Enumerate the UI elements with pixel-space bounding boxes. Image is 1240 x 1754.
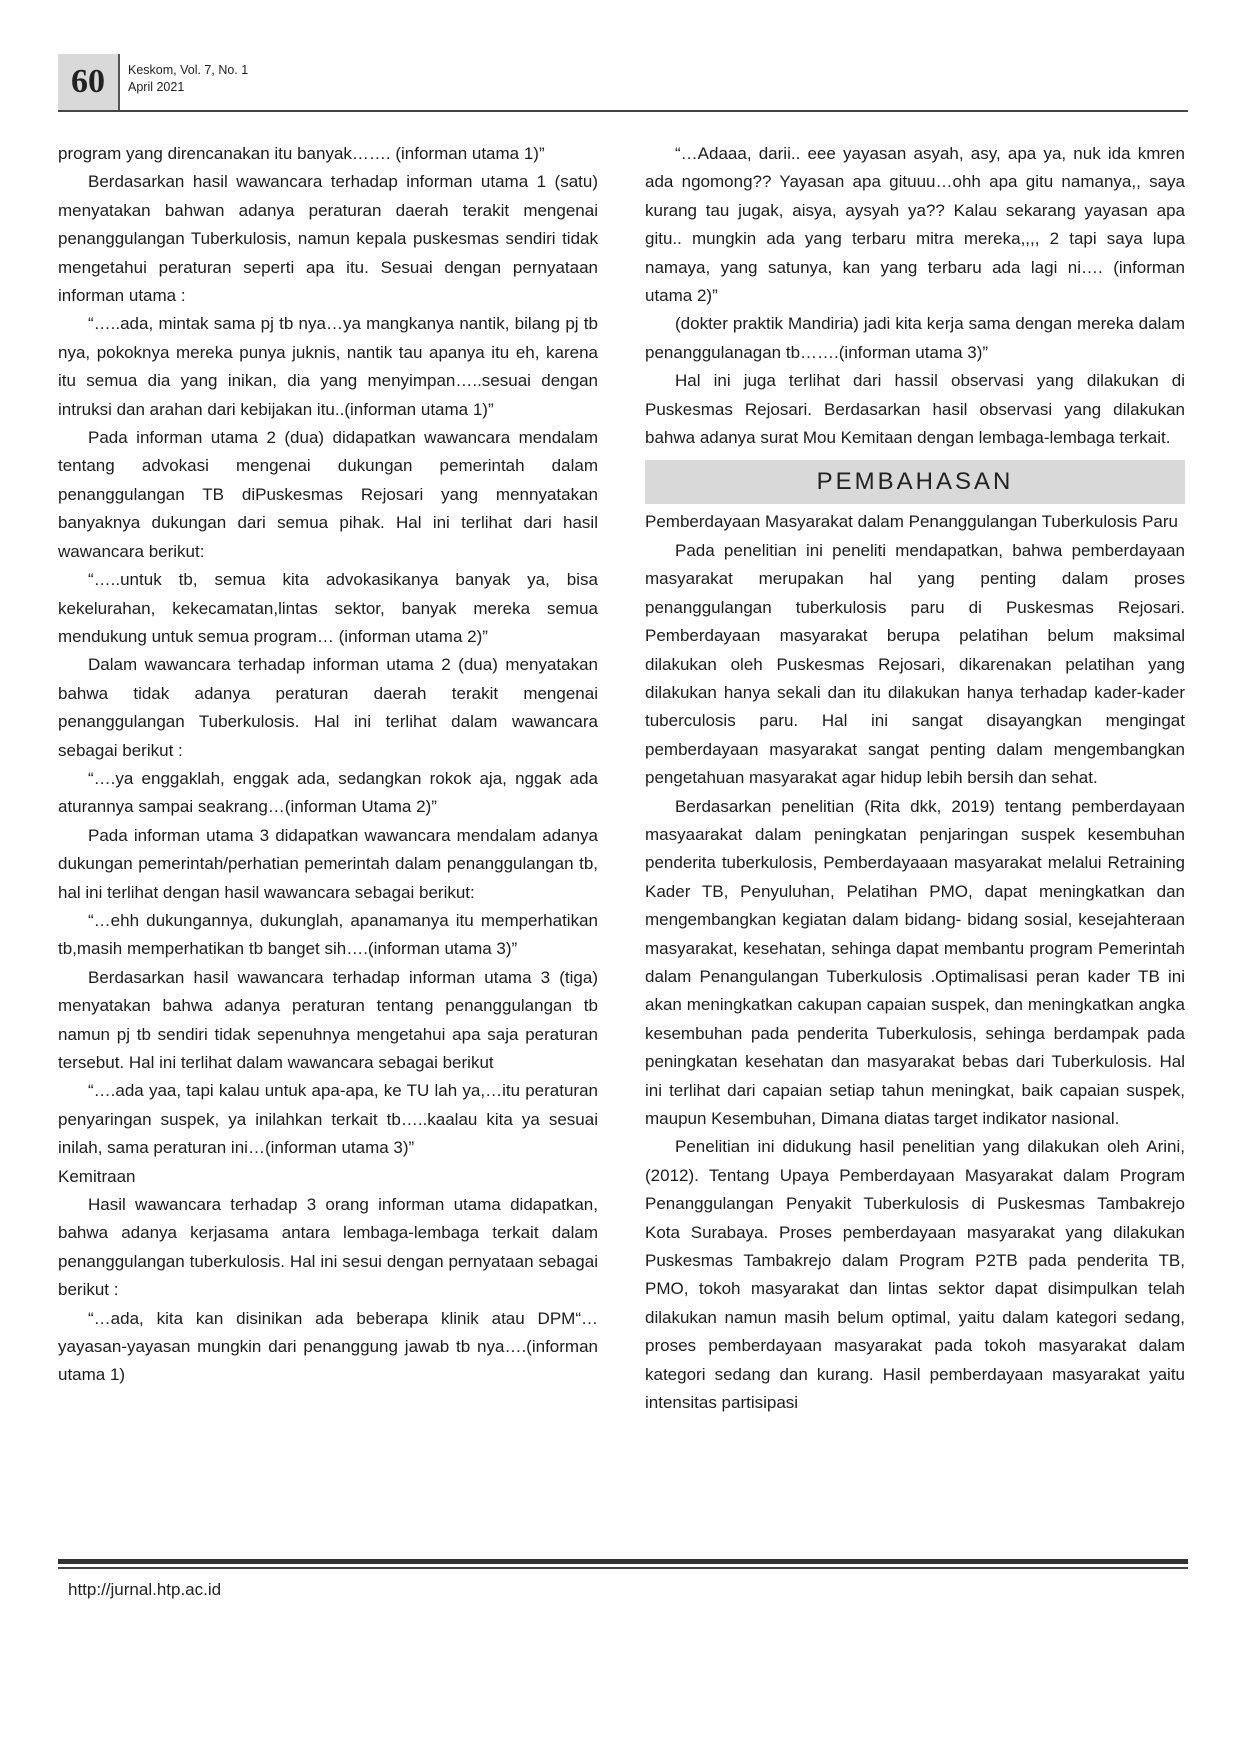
journal-info [128, 62, 248, 96]
right-column-top [645, 140, 1185, 452]
interview-quote: “…..ada, mintak sama pj tb nya…ya mangkanya nantik, bilang pj tb nya, pokoknya mereka punya juknis, nantik tau apanya itu eh, karena itu semua dia yang inikan, dia yang menyimpan…..sesuai dengan intruksi dan arahan dari kebijakan itu..(informan utama 1)” [58, 314, 598, 419]
interview-quote: “…ada, kita kan disinikan ada beberapa klinik atau DPM“…yayasan-yayasan mungkin dari penanggung jawab tb nya….(informan utama 1) [58, 1308, 598, 1385]
header-rule [58, 110, 1188, 112]
paragraph: Pada informan utama 2 (dua) didapatkan wawancara mendalam tentang advokasi mengenai dukungan pemerintah dalam penanggulangan TB diPuskesmas Rejosari yang mennyatakan banyaknya dukungan dari semua pihak. Hal ini terlihat dari hasil wawancara berikut: [58, 428, 598, 561]
paragraph: Hal ini juga terlihat dari hassil observasi yang dilakukan di Puskesmas Rejosari. Berdasarkan hasil observasi yang dilakukan bahwa adanya surat Mou Kemitaan dengan lembaga-lembaga terkait. [645, 371, 1185, 448]
header-divider [118, 54, 120, 110]
paragraph: Penelitian ini didukung hasil penelitian yang dilakukan oleh Arini, (2012). Tentang Upaya Pemberdayaan Masyarakat dalam Program Penanggulangan Penyakit Tuberkulosis di Puskesmas Tambakrejo Kota Surabaya. Proses pemberdayaan masyarakat yang dilakukan Puskesmas Tambakrejo dalam Program P2TB pada penderita TB, PMO, tokoh masyarakat dan lintas sektor dapat disimpulkan telah dilakukan namun masih belum optimal, yaitu dalam kategori sedang, proses pemberdayaan masyarakat pada tokoh masyarakat dalam kategori sedang dan kurang. Hasil pemberdayaan masyarakat yaitu intensitas partisipasi [645, 1137, 1185, 1413]
right-column-bottom [645, 508, 1185, 1417]
right-column [645, 140, 1185, 1417]
interview-quote: (dokter praktik Mandiria) jadi kita kerja sama dengan mereka dalam penanggulanagan tb…….(informan utama 3)” [645, 314, 1185, 362]
paragraph: Berdasarkan hasil wawancara terhadap informan utama 1 (satu) menyatakan bahwan adanya peraturan daerah terakit mengenai penanggulangan Tuberkulosis, namun kepala puskesmas sendiri tidak mengetahui peraturan seperti apa itu. Sesuai dengan pernyataan informan utama : [58, 172, 598, 306]
paragraph: Berdasarkan hasil wawancara terhadap informan utama 3 (tiga) menyatakan bahwa adanya peraturan tentang penanggulangan tb namun pj tb sendiri tidak sepenuhnya mengetahui apa saja peraturan tersebut. Hal ini terlihat dalam wawancara sebagai berikut [58, 967, 598, 1072]
interview-quote: “…..untuk tb, semua kita advokasikanya banyak ya, bisa kekelurahan, kekecamatan,lintas sektor, banyak mereka semua mendukung untuk semua program… (informan utama 2)” [58, 570, 598, 646]
page-header [58, 54, 1188, 112]
left-column [58, 140, 598, 1390]
subheading: Kemitraan [58, 1166, 136, 1186]
interview-quote: “….ada yaa, tapi kalau untuk apa-apa, ke TU lah ya,…itu peraturan penyaringan suspek, ya inilahkan terkait tb…..kaalau kita ya sesuai inilah, sama peraturan ini…(informan utama 3)” [58, 1081, 598, 1158]
paragraph: Berdasarkan penelitian (Rita dkk, 2019) tentang pemberdayaan masyaarakat dalam peningkatan penjaringan suspek kesembuhan penderita tuberkulosis, Pemberdayaaan masyarakat melalui Retraining Kader TB, Penyuluhan, Pelatihan PMO, dapat meningkatkan dan mengembangkan kegiatan dalam bidang- bidang sosial, kesejahteraan masyarakat, kesehatan, sehinga dapat membantu program Pemerintah dalam Penangulangan Tuberkulosis .Optimalisasi peran kader TB ini akan meningkatkan cakupan capaian suspek, dan meningkatkan angka kesembuhan pada penderita Tuberkulosis, sehinga berdampak pada peningkatan kesehatan dan masyarakat bebas dari Tuberkulosis. Hal ini terlihat dari capaian setiap tahun meningkat, baik capaian suspek, maupun Kesembuhan, Dimana diatas target indikator nasional. [645, 796, 1185, 1128]
journal-volume: Keskom, Vol. 7, No. 1 [128, 63, 249, 77]
footer-url: http://jurnal.htp.ac.id [68, 1580, 222, 1599]
interview-quote: “….ya enggaklah, enggak ada, sedangkan rokok aja, nggak ada aturannya sampai seakrang…(informan Utama 2)” [58, 768, 598, 817]
subheading: Pemberdayaan Masyarakat dalam Penanggulangan Tuberkulosis Paru [645, 512, 1178, 532]
interview-quote: “…ehh dukungannya, dukunglah, apanamanya itu memperhatikan tb,masih memperhatikan tb banget sih….(informan utama 3)” [58, 910, 598, 959]
page-number: 60 [58, 54, 118, 110]
paragraph: Hasil wawancara terhadap 3 orang informan utama didapatkan, bahwa adanya kerjasama antara lembaga-lembaga terkait dalam penanggulangan tuberkulosis. Hal ini sesui dengan pernyataan sebagai berikut : [58, 1195, 598, 1300]
interview-quote: “…Adaaa, darii.. eee yayasan asyah, asy, apa ya, nuk ida kmren ada ngomong?? Yayasan apa gituuu…ohh apa gitu namanya,, saya kurang tau jugak, aisya, aysyah ya?? Kalau sekarang yayasan apa gitu.. mungkin ada yang terbaru mitra mereka,,,, 2 tapi saya lupa namaya, yang satunya, kan yang terbaru ada lagi ni…. (informan utama 2)” [645, 144, 1185, 306]
paragraph: Pada penelitian ini peneliti mendapatkan, bahwa pemberdayaan masyarakat merupakan hal yang penting dalam proses penanggulangan tuberkulosis paru di Puskesmas Rejosari. Pemberdayaan masyarakat berupa pelatihan belum maksimal dilakukan oleh Puskesmas Rejosari, dikarenakan pelatihan yang dilakukan hanya sekali dan itu dilakukan hanya terhadap kader-kader tuberculosis paru. Hal ini sangat disayangkan mengingat pemberdayaan masyarakat sangat penting dalam mengembangkan pengetahuan masyarakat agar hidup lebih bersih dan sehat. [645, 540, 1185, 788]
footer-rule-thin [58, 1567, 1188, 1569]
paragraph: Pada informan utama 3 didapatkan wawancara mendalam adanya dukungan pemerintah/perhatian pemerintah dalam penanggulangan tb, hal ini terlihat dengan hasil wawancara sebagai berikut: [58, 825, 598, 902]
journal-date: April 2021 [128, 80, 185, 94]
section-heading: PEMBAHASAN [645, 460, 1185, 504]
subheading: program yang direncanakan itu banyak……. (informan utama 1)” [58, 144, 545, 163]
footer-rule-thick [58, 1559, 1188, 1564]
paragraph: Dalam wawancara terhadap informan utama 2 (dua) menyatakan bahwa tidak adanya peraturan daerah terakit mengenai penanggulangan Tuberkulosis. Hal ini terlihat dalam wawancara sebagai berikut : [58, 655, 598, 760]
